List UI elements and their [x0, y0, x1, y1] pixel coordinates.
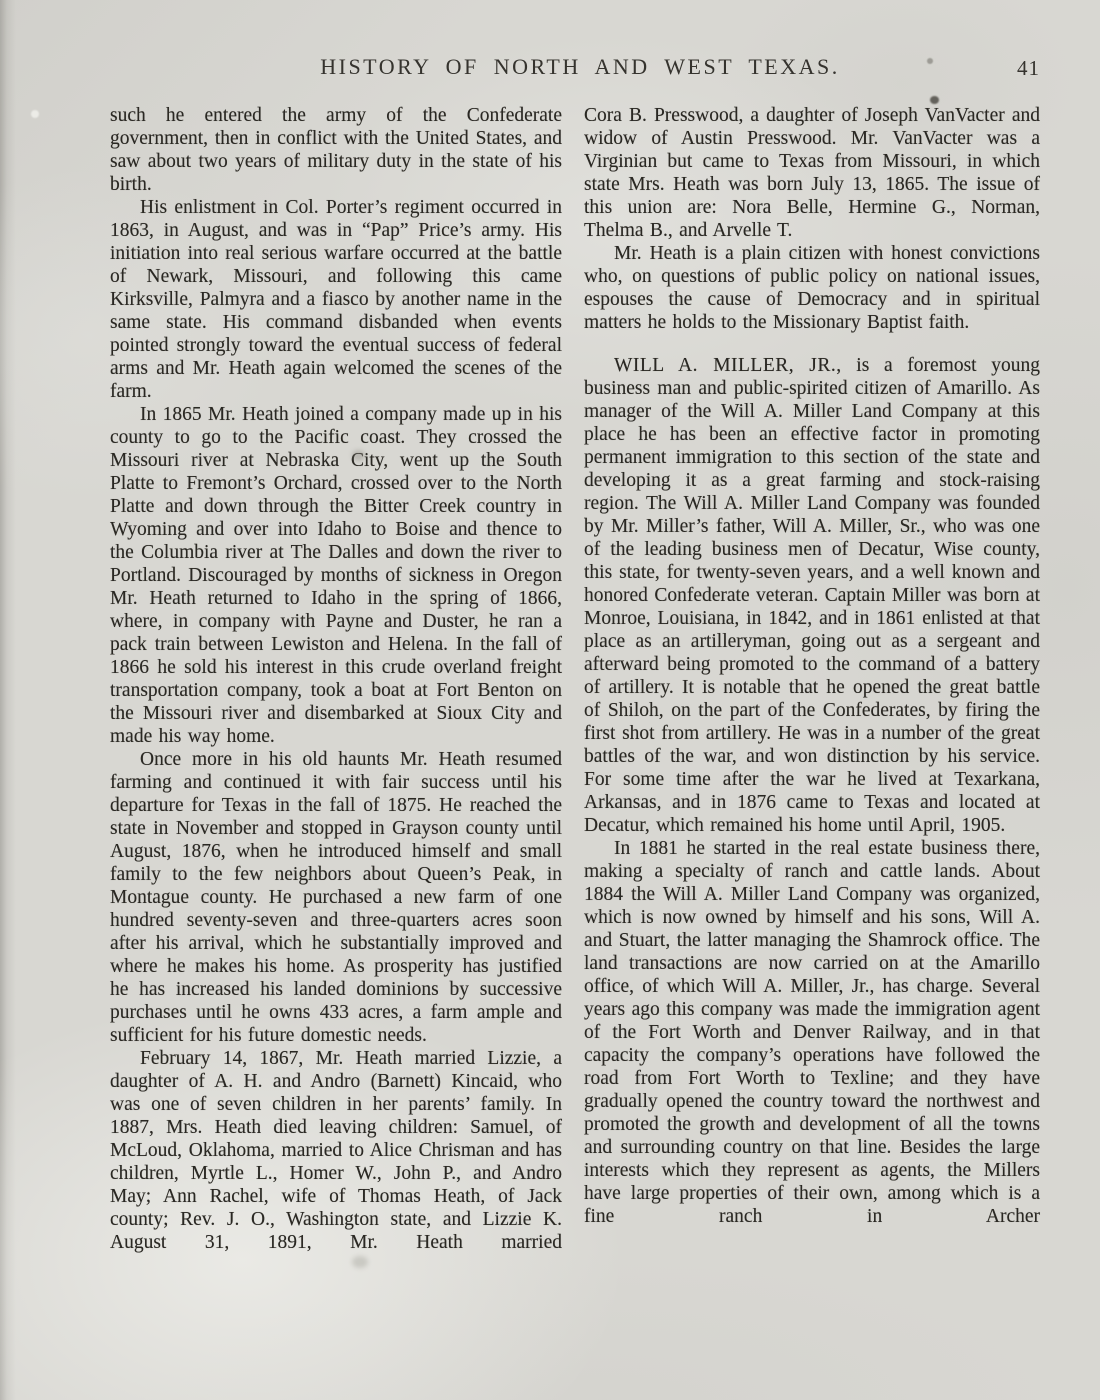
paragraph: Once more in his old haunts Mr. Heath resumed farming and continued it with fair success until his departure for Texas in the fall of 1875. He reached the state in November and stopped in Grayson county until August, 1876, when he introduced himself and small family to the few neighbors about Queen’s Peak, in Montague county. He purchased a new farm of one hundred seventy-seven and three-quarters acres soon after his arrival, which he substantially improved and where he makes his home. As prosperity has justified he has increased his landed dominions by successive purchases until he owns 433 acres, a farm ample and sufficient for his future domestic needs. [110, 749, 562, 1046]
paragraph-text: is a foremost young business man and public-spirited citizen of Amarillo. As manager of the Will A. Miller Land Company at this place he has been an effective factor in promoting permanent immigration to this section of the state and developing it as a great farming and stock-raising region. The Will A. Miller Land Company was founded by Mr. Miller’s father, Will A. Miller, Sr., who was one of the leading business men of Decatur, Wise county, this state, for twenty-seven years, and a well known and honored Confederate veteran. Captain Miller was born at Monroe, Louisiana, in 1842, and in 1861 enlisted at that place as an artilleryman, going out as a sergeant and afterward being promoted to the command of a battery of artillery. It is notable that he opened the great battle of Shiloh, on the part of the Confederates, by firing the first shot from artillery. He was in a number of the great battles of the war, and won distinction by his service. For some time after the war he lived at Texarkana, Arkansas, and in 1876 came to Texas and located at Decatur, which remained his home until April, 1905. [584, 355, 1040, 836]
right-column [584, 104, 1040, 1254]
paragraph: Mr. Heath is a plain citizen with honest convictions who, on questions of public policy on national issues, espouses the cause of Democracy and in spiritual matters he holds to the Missionary Baptist faith. [584, 243, 1040, 333]
paper-smudge [352, 1256, 368, 1268]
biography-subject-name: WILL A. MILLER, JR., [614, 355, 842, 376]
page-title: HISTORY OF NORTH AND WEST TEXAS. [320, 54, 840, 79]
page-number: 41 [1017, 56, 1040, 80]
page-body [110, 104, 1040, 1254]
ink-speck [930, 96, 939, 104]
paragraph-biography-start [584, 354, 1040, 837]
paragraph: February 14, 1867, Mr. Heath married Lizzie, a daughter of A. H. and Andro (Barnett) Kincaid, who was one of seven children in her parents’ family. In 1887, Mrs. Heath died leaving children: Samuel, of McLoud, Oklahoma, married to Alice Chrisman and has children, Myrtle L., Homer W., John P., and Andro May; Ann Rachel, wife of Thomas Heath, of Jack county; Rev. J. O., Washington state, and Lizzie K. August 31, 1891, Mr. Heath married [110, 1048, 562, 1253]
paragraph: In 1881 he started in the real estate business there, making a specialty of ranch and cattle lands. About 1884 the Will A. Miller Land Company was organized, which is now owned by himself and his sons, Will A. and Stuart, the latter managing the Shamrock office. The land transactions are now carried on at the Amarillo office, of which Will A. Miller, Jr., has charge. Several years ago this company was made the immigration agent of the Fort Worth and Denver Railway, and in that capacity the company’s operations have followed the road from Fort Worth to Texline; and they have gradually opened the country toward the northwest and promoted the growth and development of all the towns and surrounding country on that line. Besides the large interests which they represent as agents, the Millers have large properties of their own, among which is a fine ranch in Archer [584, 838, 1040, 1227]
paragraph: His enlistment in Col. Porter’s regiment occurred in 1863, in August, and was in “Pap” Price’s army. His initiation into real serious warfare occurred at the battle of Newark, Missouri, and following this came Kirksville, Palmyra and a fiasco by another name in the same state. His command disbanded when events pointed strongly toward the eventual success of federal arms and Mr. Heath again welcomed the scenes of the farm. [110, 197, 562, 402]
left-column [110, 104, 562, 1254]
paragraph: Cora B. Presswood, a daughter of Joseph VanVacter and widow of Austin Presswood. Mr. VanVacter was a Virginian but came to Texas from Missouri, in which state Mrs. Heath was born July 13, 1865. The issue of this union are: Nora Belle, Hermine G., Norman, Thelma B., and Arvelle T. [584, 105, 1040, 241]
paragraph: In 1865 Mr. Heath joined a company made up in his county to go to the Pacific coast. They crossed the Missouri river at Nebraska City, went up the South Platte to Fremont’s Orchard, crossed over to the North Platte and down through the Bitter Creek country in Wyoming and over into Idaho to Boise and thence to the Columbia river at The Dalles and down the river to Portland. Discouraged by months of sickness in Oregon Mr. Heath returned to Idaho in the spring of 1866, where, in company with Payne and Duster, he ran a pack train between Lewiston and Helena. In the fall of 1866 he sold his interest in this crude overland freight transportation company, took a boat at Fort Benton on the Missouri river and disembarked at Sioux City and made his way home. [110, 404, 562, 747]
paper-fleck [31, 110, 39, 118]
paragraph: such he entered the army of the Confederate government, then in conflict with the United States, and saw about two years of military duty in the state of his birth. [110, 105, 562, 195]
